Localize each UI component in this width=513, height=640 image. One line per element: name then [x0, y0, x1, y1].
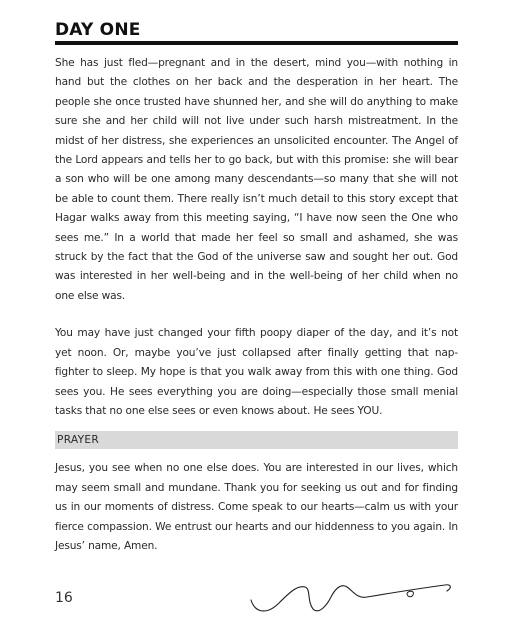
page-title: DAY ONE [55, 20, 141, 40]
prayer-text: Jesus, you see when no one else does. You are interested in our lives, which may seem small and mundane. Thank you for seeking us out and for finding us in our moments of distress. Come speak to our hearts—calm us with your fierce compassion. We entrust our hearts and our hiddenness to you again. In Jesus’ name, Amen. [55, 462, 458, 552]
body-paragraph-1: She has just fled—pregnant and in the desert, mind you—with nothing in hand but the clothes on her back and the desperation in her heart. The people she once trusted have shunned her, and she will do anything to make sure she and her child will not live under such harsh mistreatment. In the midst of her distress, she experiences an unsolicited encounter. The Angel of the Lord appears and tells her to go back, but with this promise: she will bear a son who will be one among many descendants—so many that she will not be able to count them. There really isn’t much detail to this story except that Hagar walks away from this meeting saying, “I have now seen the One who sees me.” In a world that made her feel so small and ashamed, she was struck by the fact that the God of the universe saw and sought her out. God was interested in her well-being and in the well-being of her child when no one else was. [55, 57, 458, 302]
title-divider [55, 41, 458, 45]
flourish-ornament [245, 575, 460, 620]
body-paragraph-2: You may have just changed your fifth poopy diaper of the day, and it’s not yet noon. Or, maybe you’ve just collapsed after finally getting that nap-fighter to sleep. My hope is that you walk away from this with one thing. God sees you. He sees everything you are doing—especially those small menial tasks that no one else sees or even knows about. He sees YOU. [55, 327, 458, 417]
page-number: 16 [55, 590, 73, 606]
prayer-section-header: PRAYER [55, 431, 458, 449]
page-body [55, 20, 458, 556]
